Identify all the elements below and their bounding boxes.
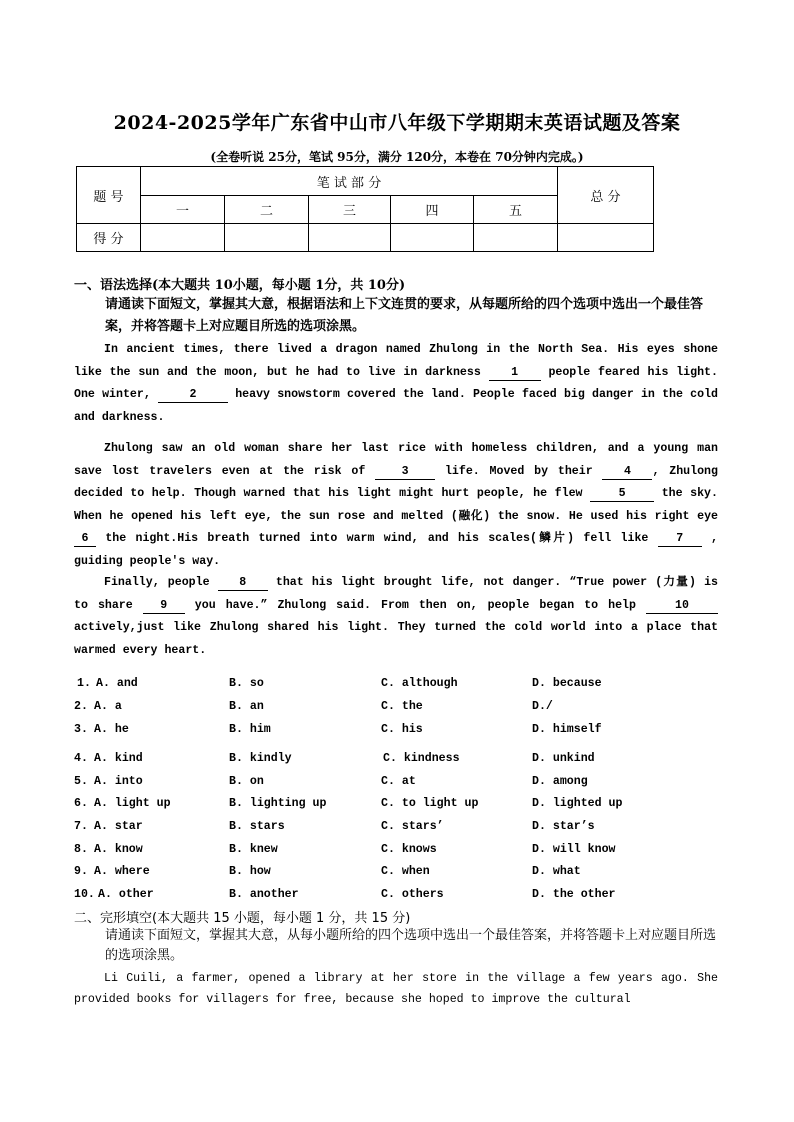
- section2-heading: 二、完形填空(本大题共 15 小题，每小题 1 分，共 15 分): [74, 911, 411, 926]
- score-cell-5: [474, 224, 558, 252]
- table-col-1: 一: [141, 196, 225, 224]
- question-row: 9. A. where B. how C. when D. what: [74, 865, 581, 878]
- score-cell-total: [558, 224, 654, 252]
- table-total-header: 总 分: [558, 167, 654, 224]
- document-title: 2024-2025学年广东省中山市八年级下学期期末英语试题及答案: [113, 112, 681, 134]
- option-d: D. lighted up: [532, 797, 623, 810]
- question-row: 3. A. he B. him C. his D. himself: [74, 723, 602, 736]
- option-b: B. how: [229, 865, 271, 878]
- table-row-label-question-number: 题 号: [77, 167, 141, 224]
- option-d: D. unkind: [532, 752, 595, 765]
- option-c: C. his: [381, 723, 423, 736]
- question-row: 5. A. into B. on C. at D. among: [74, 775, 588, 788]
- score-cell-2: [225, 224, 309, 252]
- question-row: 1. A. and B. so C. although D. because: [77, 677, 602, 690]
- table-row-label-score: 得 分: [77, 224, 141, 252]
- option-d: D. star’s: [532, 820, 595, 833]
- table-col-5: 五: [474, 196, 558, 224]
- blank-10: 10: [646, 599, 718, 614]
- option-c: C. kindness: [383, 752, 460, 765]
- option-a: A. and: [96, 677, 138, 690]
- blank-2: 2: [158, 388, 228, 403]
- option-a: A. star: [94, 820, 143, 833]
- option-d: D. will know: [532, 843, 616, 856]
- option-c: C. although: [381, 677, 458, 690]
- score-cell-4: [391, 224, 474, 252]
- option-a: A. light up: [94, 797, 171, 810]
- blank-8: 8: [218, 576, 268, 591]
- section2-instruction: 请通读下面短文，掌握其大意，从每小题所给的四个选项中选出一个最佳答案，并将答题卡上对应题目所选的选项涂黑。: [105, 928, 717, 963]
- section1-heading: 一、语法选择(本大题共 10小题，每小题 1分，共 10分): [74, 278, 406, 293]
- blank-6: 6: [74, 532, 96, 547]
- passage-paragraph-1: In ancient times, there lived a dragon named Zhulong in the North Sea. His eyes shone like the sun and the moon, but he had to live in darkness 1 people feared his light. One winter, 2 heavy snowstorm covered the land. People faced big danger in the cold and darkness.: [74, 343, 719, 424]
- question-row: 7. A. star B. stars C. stars’ D. star’s: [74, 820, 595, 833]
- option-c: C. to light up: [381, 797, 479, 810]
- option-a: A. know: [94, 843, 143, 856]
- score-cell-3: [309, 224, 391, 252]
- option-b: B. so: [229, 677, 264, 690]
- option-b: B. him: [229, 723, 271, 736]
- option-c: C. others: [381, 888, 444, 901]
- option-a: A. kind: [94, 752, 143, 765]
- blank-1: 1: [489, 366, 541, 381]
- option-d: D. the other: [532, 888, 616, 901]
- document-subtitle: (全卷听说 25分，笔试 95分，满分 120分，本卷在 70分钟内完成。): [210, 150, 584, 164]
- option-b: B. on: [229, 775, 264, 788]
- section2-passage: Li Cuili, a farmer, opened a library at her store in the village a few years ago. She provided books for villagers for free, because she hoped to improve the cultural: [74, 972, 718, 1006]
- blank-4: 4: [602, 465, 652, 480]
- option-c: C. knows: [381, 843, 437, 856]
- blank-7: 7: [658, 532, 702, 547]
- option-b: B. another: [229, 888, 299, 901]
- passage-paragraph-2: Zhulong saw an old woman share her last rice with homeless children, and a young man save lost travelers even at the risk of 3 life. Moved by their 4 , Zhulong decided to help. Though warned that his light might hurt people, he flew 5 the sky. When he opened his left eye, the sun rose and melted (融化) the snow. He used his right eye 6 the night.His breath turned into warm wind, and his scales(鳞片) fell like 7 , guiding people's way.: [74, 442, 718, 568]
- option-d: D. himself: [532, 723, 602, 736]
- option-b: B. an: [229, 700, 264, 713]
- question-row: 10. A. other B. another C. others D. the other: [74, 888, 616, 901]
- table-col-3: 三: [309, 196, 391, 224]
- option-d: D. what: [532, 865, 581, 878]
- option-b: B. knew: [229, 843, 278, 856]
- blank-5: 5: [590, 487, 654, 502]
- option-b: B. lighting up: [229, 797, 327, 810]
- option-a: A. where: [94, 865, 150, 878]
- option-b: B. stars: [229, 820, 285, 833]
- blank-9: 9: [143, 599, 185, 614]
- table-col-4: 四: [391, 196, 474, 224]
- question-row: 2. A. a B. an C. the D./: [74, 700, 553, 713]
- option-a: A. a: [94, 700, 122, 713]
- blank-3: 3: [375, 465, 435, 480]
- question-row: 8. A. know B. knew C. knows D. will know: [74, 843, 616, 856]
- option-d: D. among: [532, 775, 588, 788]
- option-a: A. other: [98, 888, 154, 901]
- option-c: C. at: [381, 775, 416, 788]
- table-group-header: 笔 试 部 分: [141, 167, 558, 196]
- score-table: [76, 166, 654, 252]
- option-a: A. he: [94, 723, 129, 736]
- option-b: B. kindly: [229, 752, 292, 765]
- score-cell-1: [141, 224, 225, 252]
- section1-instruction: 请通读下面短文，掌握其大意，根据语法和上下文连贯的要求，从每题所给的四个选项中选出一个最佳答案，并将答题卡上对应题目所选的选项涂黑。: [105, 297, 704, 334]
- question-row: 4. A. kind B. kindly C. kindness D. unkind: [74, 752, 595, 765]
- table-col-2: 二: [225, 196, 309, 224]
- question-row: 6. A. light up B. lighting up C. to light up D. lighted up: [74, 797, 623, 810]
- option-a: A. into: [94, 775, 143, 788]
- option-c: C. the: [381, 700, 423, 713]
- option-c: C. when: [381, 865, 430, 878]
- passage-paragraph-3: Finally, people 8 that his light brought life, not danger. “True power (力量) is to share 9 you have.” Zhulong said. From then on, people began to help 10 actively,just like Zhulong shared his light. They turned the cold world into a place that warmed every heart.: [74, 576, 718, 657]
- option-d: D. because: [532, 677, 602, 690]
- option-c: C. stars’: [381, 820, 444, 833]
- option-d: D./: [532, 700, 553, 713]
